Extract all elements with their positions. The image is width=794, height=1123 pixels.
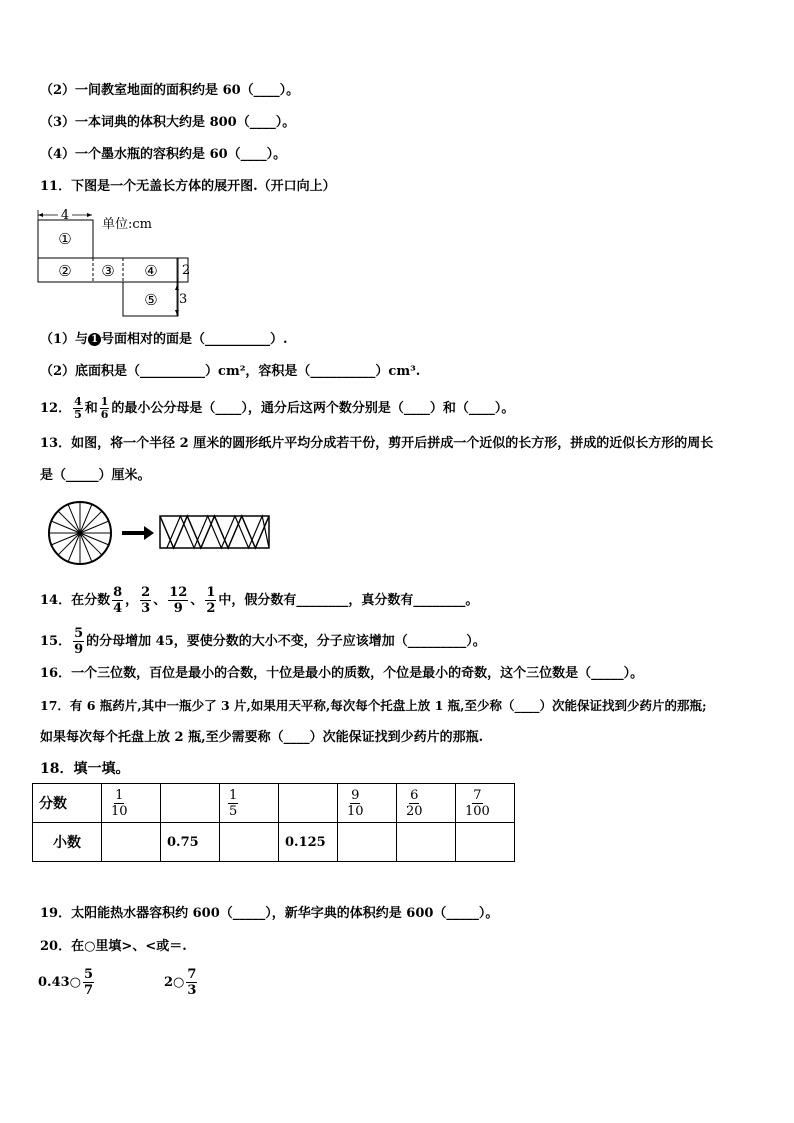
divided-circle	[49, 502, 111, 564]
fraction: $\frac{4}{5}$	[74, 395, 82, 421]
q20-item1-pre: 0.43○	[38, 975, 82, 990]
fraction: $\frac{1}{6}$	[100, 395, 109, 421]
q15-rest: 的分母增加 45，要使分数的大小不变，分子应该增加（_________）。	[86, 634, 486, 649]
table-cell[interactable]	[102, 823, 161, 862]
table-cell[interactable]: 0.125	[279, 823, 338, 862]
sep: 、	[153, 593, 167, 608]
table-cell[interactable]: 0.75	[161, 823, 220, 862]
q11-title: 11．下图是一个无盖长方体的展开图.（开口向上）	[40, 179, 336, 194]
q20-item2-pre: 2○	[164, 975, 185, 990]
row-label-decimal: 小数	[33, 823, 102, 862]
top-dim-label: 4	[60, 208, 70, 223]
q19: 19．太阳能热水器容积约 600（_____），新华字典的体积约是 600（_____）。	[40, 906, 499, 921]
fraction: $\frac{6}{20}$	[406, 787, 423, 819]
fraction: $\frac{8}{4}$	[113, 585, 123, 616]
circle-to-rectangle-figure	[44, 498, 276, 570]
q11-part2: （2）底面积是（__________）cm²，容积是（__________）cm³.	[40, 364, 421, 379]
sep: 、	[190, 593, 204, 608]
net-diagram	[34, 206, 204, 318]
q14-pre: 14．在分数	[40, 593, 111, 608]
fraction: $\frac{7}{100}$	[465, 787, 490, 819]
face-2-label: ②	[58, 262, 72, 280]
table-cell[interactable]	[456, 823, 515, 862]
q14	[40, 585, 478, 616]
table-cell[interactable]	[397, 823, 456, 862]
q10-part4: （4）一个墨水瓶的容积约是 60（____）。	[40, 147, 287, 162]
fraction: $\frac{7}{3}$	[187, 967, 197, 998]
table-cell[interactable]	[279, 784, 338, 823]
fraction: $\frac{2}{3}$	[141, 585, 151, 616]
fraction: $\frac{1}{2}$	[206, 585, 216, 616]
q12	[40, 396, 514, 421]
q14-mid: 中，假分数有________，真分数有________。	[218, 593, 479, 608]
q18-title: 18．填一填。	[40, 761, 130, 777]
table-row	[33, 784, 515, 823]
q13-line1: 13．如图，将一个半径 2 厘米的圆形纸片平均分成若干份，剪开后拼成一个近似的长方形，拼成的近似长方形的周长	[40, 436, 714, 451]
fraction: $\frac{9}{10}$	[347, 787, 364, 819]
q11-part1	[40, 331, 288, 349]
q10-part3: （3）一本词典的体积大约是 800（____）。	[40, 115, 296, 130]
table-cell[interactable]	[161, 784, 220, 823]
q17-line2: 如果每次每个托盘上放 2 瓶,至少需要称（____）次能保证找到少药片的那瓶.	[40, 730, 484, 745]
right-dim-1: 2	[182, 263, 191, 278]
table-cell[interactable]	[338, 784, 397, 823]
table-cell[interactable]	[456, 784, 515, 823]
row-label-fraction: 分数	[33, 784, 102, 823]
table-cell[interactable]	[102, 784, 161, 823]
unit-label: 单位:cm	[102, 217, 152, 232]
q12-and: 和	[84, 401, 98, 416]
q13-line2: 是（_____）厘米。	[40, 468, 151, 483]
table-cell[interactable]	[220, 784, 279, 823]
face-5-label: ⑤	[144, 291, 158, 309]
fraction: $\frac{5}{7}$	[84, 967, 94, 998]
q15-num: 15．	[40, 634, 72, 649]
sep: ，	[125, 593, 139, 608]
q12-rest: 的最小公分母是（____），通分后这两个数分别是（____）和（____）。	[111, 401, 515, 416]
q11-p1-pre: （1）与	[40, 332, 89, 347]
circled-one: 1	[88, 333, 101, 346]
table-cell[interactable]	[220, 823, 279, 862]
q20-title: 20．在○里填>、<或＝.	[40, 939, 187, 954]
table-cell[interactable]	[338, 823, 397, 862]
fraction: $\frac{12}{9}$	[169, 585, 188, 616]
fraction: $\frac{1}{10}$	[111, 787, 128, 819]
face-3-label: ③	[101, 262, 115, 280]
face-4-label: ④	[144, 262, 158, 280]
q20-item1	[38, 967, 96, 998]
table-cell[interactable]	[397, 784, 456, 823]
table-row	[33, 823, 515, 862]
q17-line1: 17．有 6 瓶药片,其中一瓶少了 3 片,如果用天平称,每次每个托盘上放 1 瓶,至少称（____）次能保证找到少药片的那瓶;	[40, 698, 707, 713]
arrow-icon	[122, 526, 154, 540]
fraction-decimal-table	[32, 783, 515, 862]
fraction: $\frac{1}{5}$	[229, 787, 238, 819]
q16: 16．一个三位数，百位是最小的合数，十位是最小的质数，个位是最小的奇数，这个三位数是（_____）。	[40, 666, 644, 681]
q20-item2	[164, 967, 199, 998]
q12-num: 12．	[40, 401, 72, 416]
q15	[40, 626, 486, 657]
q10-part2: （2）一间教室地面的面积约是 60（____）。	[40, 83, 300, 98]
fraction: $\frac{5}{9}$	[74, 626, 84, 657]
right-dim-2: 3	[179, 292, 188, 307]
face-1-label: ①	[58, 230, 72, 248]
q11-p1-post: 号面相对的面是（__________）.	[101, 332, 288, 347]
approximate-rectangle	[160, 516, 269, 548]
